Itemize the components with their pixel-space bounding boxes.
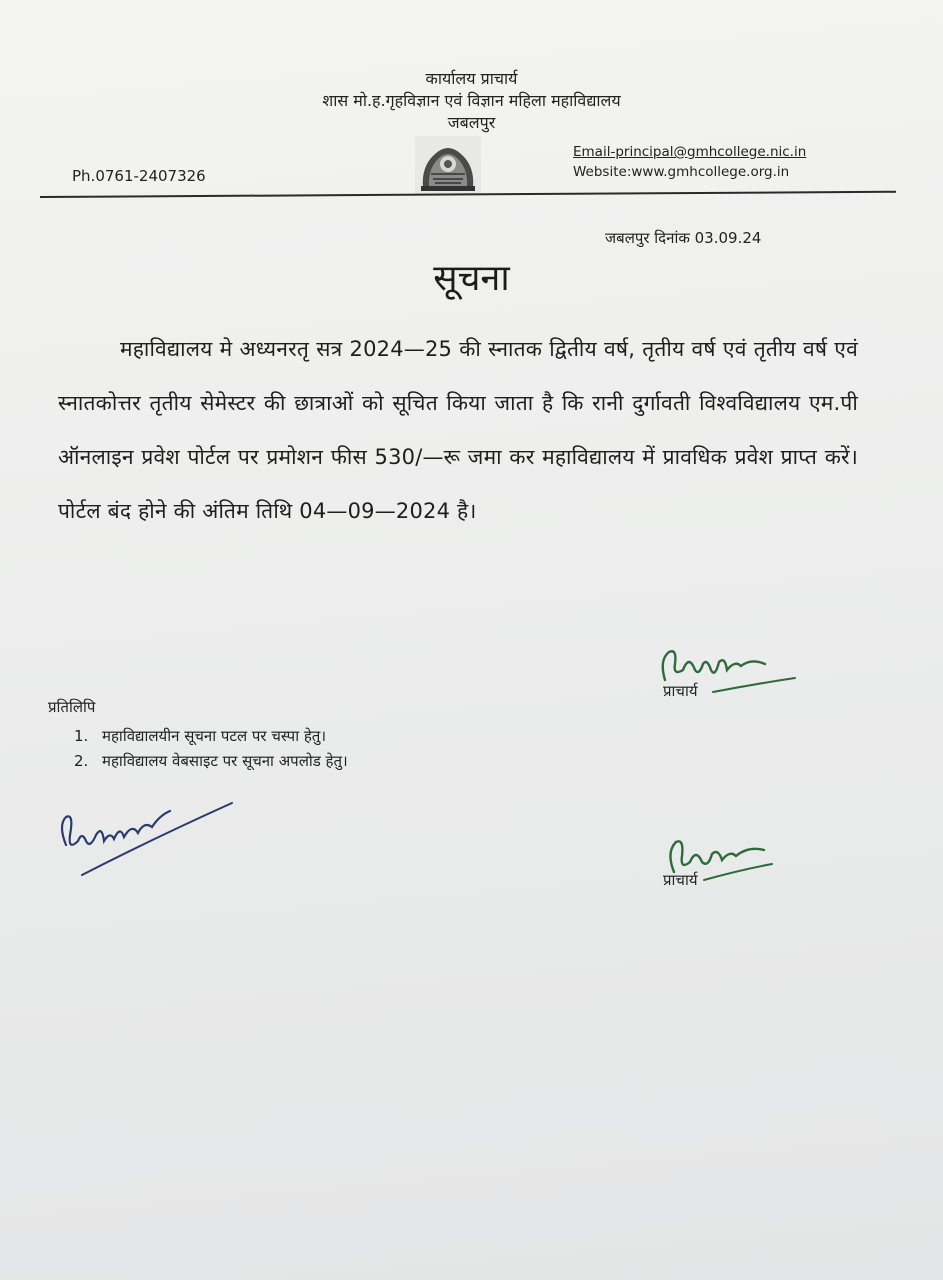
signature-label-2: प्राचार्य: [663, 871, 698, 889]
website-link[interactable]: Website:www.gmhcollege.org.in: [573, 164, 790, 180]
list-item-number: 1.: [74, 727, 89, 745]
date-line: जबलपुर दिनांक 03.09.24: [605, 229, 762, 247]
contact-details: [573, 142, 806, 182]
list-item-text: महाविद्यालय वेबसाइट पर सूचना अपलोड हेतु।: [102, 752, 348, 770]
college-name: शास मो.ह.गृहविज्ञान एवं विज्ञान महिला महाविद्यालय: [322, 91, 621, 110]
clerk-signature: [52, 795, 242, 885]
office-title: कार्यालय प्राचार्य: [425, 69, 518, 88]
letterhead: [0, 68, 943, 134]
notice-title: सूचना: [433, 258, 510, 299]
college-emblem-icon: [415, 136, 481, 194]
notice-body: महाविद्यालय मे अध्यनरतृ सत्र 2024—25 की स्नातक द्वितीय वर्ष, तृतीय वर्ष एवं तृतीय वर्ष एवं स्नातकोत्तर तृतीय सेमेस्टर की छात्राओं को सूचित किया जाता है कि रानी दुर्गावती विश्वविद्यालय एम.पी ऑनलाइन प्रवेश पोर्टल पर प्रमोशन फीस 530/—रू जमा कर महाविद्यालय में प्रावधिक प्रवेश प्राप्त करें। पोर्टल बंद होने की अंतिम तिथि 04—09—2024 है।: [58, 337, 858, 523]
list-item: [74, 724, 348, 749]
phone-number: Ph.0761-2407326: [72, 167, 206, 185]
list-item-text: महाविद्यालयीन सूचना पटल पर चस्पा हेतु।: [102, 727, 327, 745]
college-city: जबलपुर: [447, 113, 496, 132]
list-item-number: 2.: [74, 752, 89, 770]
signature-label: प्राचार्य: [663, 682, 698, 700]
copy-to-heading: प्रतिलिपि: [48, 698, 96, 716]
copy-to-list: [74, 724, 348, 774]
email-link[interactable]: Email-principal@gmhcollege.nic.in: [573, 144, 807, 160]
list-item: [74, 749, 348, 774]
